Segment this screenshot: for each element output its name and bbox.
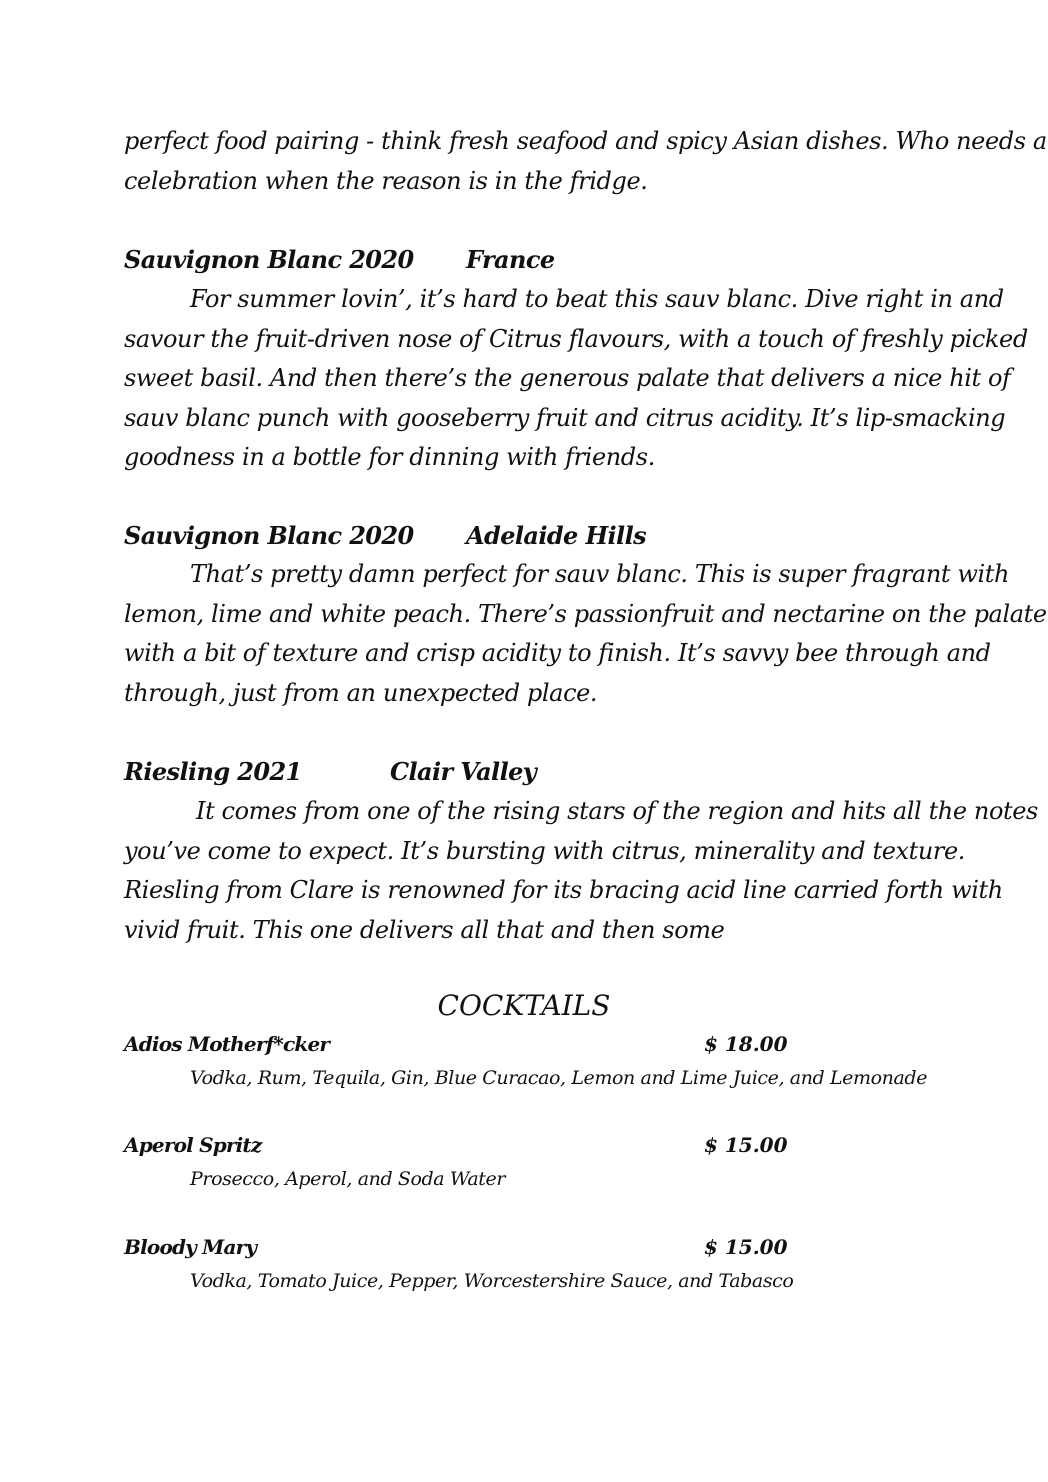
wine-region: Adelaide Hills [466,521,647,550]
cocktail-ingredients: Vodka, Tomato Juice, Pepper, Worcestershire Sauce, and Tabasco [190,1270,794,1292]
wine-description-line: sweet basil. And then there’s the generous palate that delivers a nice hit of [124,364,1011,392]
wine-description-line: savour the fruit-driven nose of Citrus flavours, with a touch of freshly picked [124,324,1028,353]
intro-line: celebration when the reason is in the fridge. [124,166,648,195]
cocktail-price: $ 15.00 [704,1235,788,1259]
wine-description-line: vivid fruit. This one delivers all that and then some [124,915,725,944]
wine-description-line: It comes from one of the rising stars of the region and hits all the notes [196,797,1038,825]
wine-description-line: sauv blanc punch with gooseberry fruit and citrus acidity. It’s lip-smacking [124,403,1006,432]
wine-description-line: through, just from an unexpected place. [124,678,598,707]
cocktail-ingredients: Prosecco, Aperol, and Soda Water [190,1168,506,1190]
cocktail-price: $ 15.00 [704,1133,788,1157]
cocktail-item [124,1233,944,1303]
wine-description-line: goodness in a bottle for dinning with friends. [124,443,655,471]
cocktail-ingredients: Vodka, Rum, Tequila, Gin, Blue Curacao, Lemon and Lime Juice, and Lemonade [190,1067,928,1089]
cocktail-price: $ 18.00 [704,1032,788,1056]
cocktail-item [124,1131,944,1201]
wine-description [124,792,1038,950]
intro-line: perfect food pairing - think fresh seafood and spicy Asian dishes. Who needs a [124,127,1047,155]
wine-heading [124,754,537,790]
wine-description-line: you’ve come to expect. It’s bursting with citrus, minerality and texture. [124,836,966,865]
wine-description-line: Riesling from Clare is renowned for its bracing acid line carried forth with [124,876,1003,904]
intro-paragraph [124,122,1047,201]
cocktail-name: Aperol Spritz [124,1133,262,1157]
wine-description [124,280,1028,478]
wine-region: France [466,245,555,274]
wine-description-line: lemon, lime and white peach. There’s passionfruit and nectarine on the palate [124,599,1047,628]
wine-description [124,555,1047,713]
section-title: COCKTAILS [437,989,611,1022]
wine-description-line: For summer lovin’, it’s hard to beat this sauv blanc. Dive right in and [190,285,1004,313]
wine-description-line: That’s pretty damn perfect for sauv blanc. This is super fragrant with [190,560,1010,588]
cocktail-item [124,1030,944,1100]
wine-name: Sauvignon Blanc 2020 [124,245,414,274]
wine-heading [124,242,555,278]
wine-name: Riesling 2021 [124,757,302,786]
wine-description-line: with a bit of texture and crisp acidity to finish. It’s savvy bee through and [124,639,991,667]
cocktail-name: Adios Motherf*cker [124,1032,330,1056]
wine-name: Sauvignon Blanc 2020 [124,521,414,550]
wine-region: Clair Valley [390,757,537,786]
cocktail-name: Bloody Mary [124,1235,257,1259]
wine-heading [124,518,647,554]
